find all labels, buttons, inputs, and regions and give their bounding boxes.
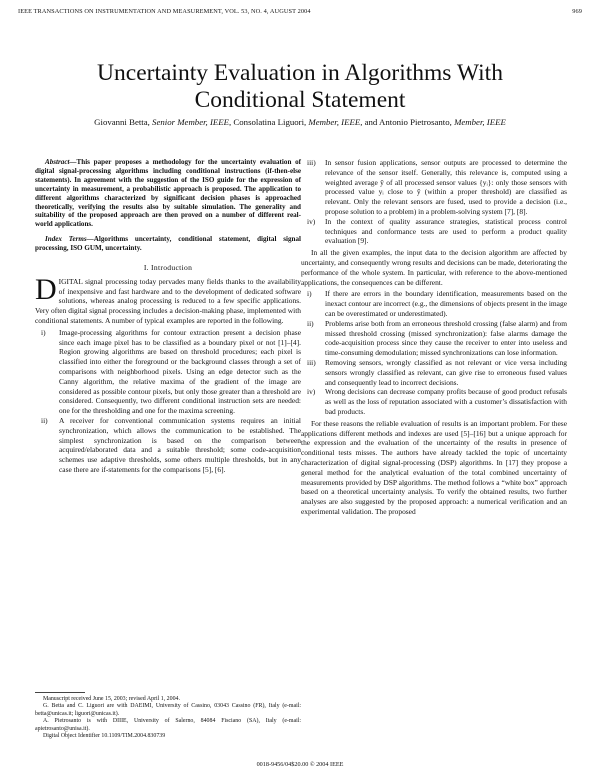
list-item — [301, 358, 567, 387]
list-item-number: i) — [41, 327, 46, 337]
list-item-text: A receiver for conventional communication systems requires an initial synchronization, which allows the communication to be established. The simplest synchronization is based on the comparison between acquired/elaborated data and a suitable threshold; some code-acquisition schemes use adaptive thresholds, some others multiple thresholds, but in any case there are if-statements for the comparisons [5], [6]. — [59, 416, 301, 474]
list-item — [301, 158, 567, 217]
list-item-number: ii) — [41, 416, 48, 426]
list-item — [35, 416, 301, 475]
footnote-received: Manuscript received June 15, 2003; revised April 1, 2004. — [43, 696, 180, 702]
author-1-name: Giovanni Betta, — [94, 117, 150, 127]
paper-title — [0, 60, 600, 114]
list-item — [301, 289, 567, 318]
copyright-line: 0018-9456/04$20.00 © 2004 IEEE — [256, 761, 344, 768]
list-item — [301, 217, 567, 246]
list-item-number: iii) — [307, 158, 316, 167]
author-3-name: , and Antonio Pietrosanto, — [360, 117, 452, 127]
footnote-affiliation-1: G. Betta and C. Liguori are with DAEIMI, University of Cassino, 03043 Cassino (FR), Italy (e-mail: betta@unicas.it; liguori@unicas.it). — [35, 703, 301, 717]
list-item — [35, 328, 301, 416]
author-list — [0, 117, 600, 127]
list-item-number: ii) — [307, 318, 314, 328]
left-column — [35, 158, 301, 477]
examples-list-continued — [301, 158, 567, 246]
author-2-role: Member, IEEE — [308, 117, 361, 127]
list-item-text: If there are errors in the boundary identification, measurements based on the inexact contour are incorrect (e.g., the dimensions of objects present in the image can be overestimated or underestimated). — [325, 289, 567, 318]
list-item-number: iii) — [307, 357, 316, 367]
journal-name: IEEE TRANSACTIONS ON INSTRUMENTATION AND MEASUREMENT, VOL. 53, NO. 4, AUGUST 2004 — [18, 8, 311, 15]
running-header — [18, 8, 582, 20]
list-item-text: In sensor fusion applications, sensor outputs are processed to determine the relevance of the sensor itself. Generally, this relevance is, computed using a weighted average ŷ of all processed sensor values {yᵢ}: only those sensors with processed value yᵢ close to ŷ (within a proper threshold) are classified as relevant. Only the relevant sensors are fused, used to provide a decision (i.e., propose solution to a problem) in a problem-solving system [7], [8]. — [325, 158, 567, 216]
author-3-role: Member, IEEE — [454, 117, 506, 127]
abstract-label: Abstract— — [45, 158, 77, 166]
intro-paragraph-1-text: IGITAL signal processing today pervades many fields thanks to the availability of inexpensive and fast hardware and to the development of dedicated software solutions, whereas analog processing is reduced to a few specific applications. Very often digital signal processing includes a decision-making phase, implemented with conditional statements. A number of typical examples are reported in the following. — [35, 276, 301, 326]
list-item-number: iv) — [307, 216, 316, 226]
section-heading-introduction: I. Introduction — [143, 263, 193, 273]
footnote-doi: Digital Object Identifier 10.1109/TIM.2004.830739 — [43, 733, 166, 740]
list-item — [301, 387, 567, 416]
list-item-number: i) — [307, 289, 312, 299]
list-item-text: In the context of quality assurance strategies, statistical process control techniques and conformance tests are used to perform a product quality evaluation [9]. — [325, 216, 567, 246]
index-terms-label: Index Terms— — [45, 235, 94, 244]
page-number: 969 — [572, 8, 582, 15]
author-1-role: Senior Member, IEEE — [152, 117, 229, 127]
index-terms — [35, 235, 301, 253]
abstract-text: This paper proposes a methodology for the uncertainty evaluation of digital signal-processing algorithms including conditional instructions (if-then-else statements). In agreement with the suggestion of the ISO guide for the expression of uncertainty in measurement, a probabilistic approach is proposed. The application to different algorithms characterized by significant decision phases is approached theoretically, verifying the results also by suitable simulation. The generality and suitability of the proposed approach are then proved on a number of different real-world applications. — [35, 158, 301, 229]
list-item-number: iv) — [307, 387, 316, 397]
title-line-2: Conditional Statement — [194, 87, 406, 113]
footnote-divider — [35, 692, 85, 693]
intro-paragraph-2: In all the given examples, the input data to the decision algorithm are affected by uncertainty, and consequently wrong results and decisions can be made, deteriorating the performance of the whole system. In particular, with reference to the above-mentioned applications, the consequences can be different. — [301, 248, 567, 287]
consequences-list — [301, 289, 567, 416]
footnotes — [35, 696, 301, 740]
author-2-name: , Consolatina Liguori, — [229, 117, 307, 127]
footnote-affiliation-2: A. Pietrosanto is with DIIIE, University of Salerno, 84084 Fisciano (SA), Italy (e-mail: apietrosanto@unisa.it). — [35, 718, 301, 732]
list-item-text: Removing sensors, wrongly classified as not relevant or vice versa including sensors wrongly classified as relevant, can give rise to erroneous fused values and consequently lead to incorrect decisions. — [325, 357, 567, 387]
list-item-text: Image-processing algorithms for contour extraction present a decision phase since each image pixel has to be classified as a boundary pixel or not [1]–[4]. Region growing algorithms are based on threshold procedures; each pixel is classified into either the foreground or the background classes through a set of comparisons with neighborhood pixels. Using an edge detector such as the Canny algorithm, the relative maxima of the gradient of the image are considered as possible contour pixels, but only those greater than a threshold are considered. Consequently, two different conditional instruction sets are needed: one for the thresholding and one for the maxima screening. — [59, 327, 301, 416]
intro-paragraph-3: For these reasons the reliable evaluation of results is an important problem. For these applications different methods and indexes are used [5]–[16] but a unique approach for the expression and the evaluation of the uncertainty of the results in presence of conditional tests misses. The authors have already tackled the topic of uncertainty characterization of digital signal-processing (DSP) algorithms. In [17] they propose a general method for the analytical evaluation of the total combined uncertainty of measurements provided by DSP algorithms. The method follows a “white box” approach based on a theoretical uncertainty analysis. To verify the obtained results, two further analyses are also suggested by the proposed approach: a numerical verification and an experimental validation. The proposed — [301, 418, 567, 516]
right-column — [301, 158, 567, 517]
title-line-1: Uncertainty Evaluation in Algorithms With — [97, 60, 503, 86]
drop-cap: D — [35, 272, 57, 306]
abstract — [35, 158, 301, 229]
examples-list — [35, 328, 301, 475]
list-item — [301, 319, 567, 358]
index-terms-text: Algorithms uncertainty, conditional statement, digital signal processing, ISO GUM, uncertainty. — [35, 235, 301, 253]
list-item-text: Problems arise both from an erroneous threshold crossing (false alarm) and from missed threshold crossing (missed synchronization): false alarms damage the code-acquisition process since they cause the receiver to enter into useless and time-consuming demodulation; missed synchronizations can lose information. — [325, 318, 567, 358]
list-item-text: Wrong decisions can decrease company profits because of good product refusals as well as the loss of reputation associated with a customer’s dissatisfaction with bad products. — [325, 387, 567, 416]
intro-paragraph-1 — [35, 272, 301, 326]
